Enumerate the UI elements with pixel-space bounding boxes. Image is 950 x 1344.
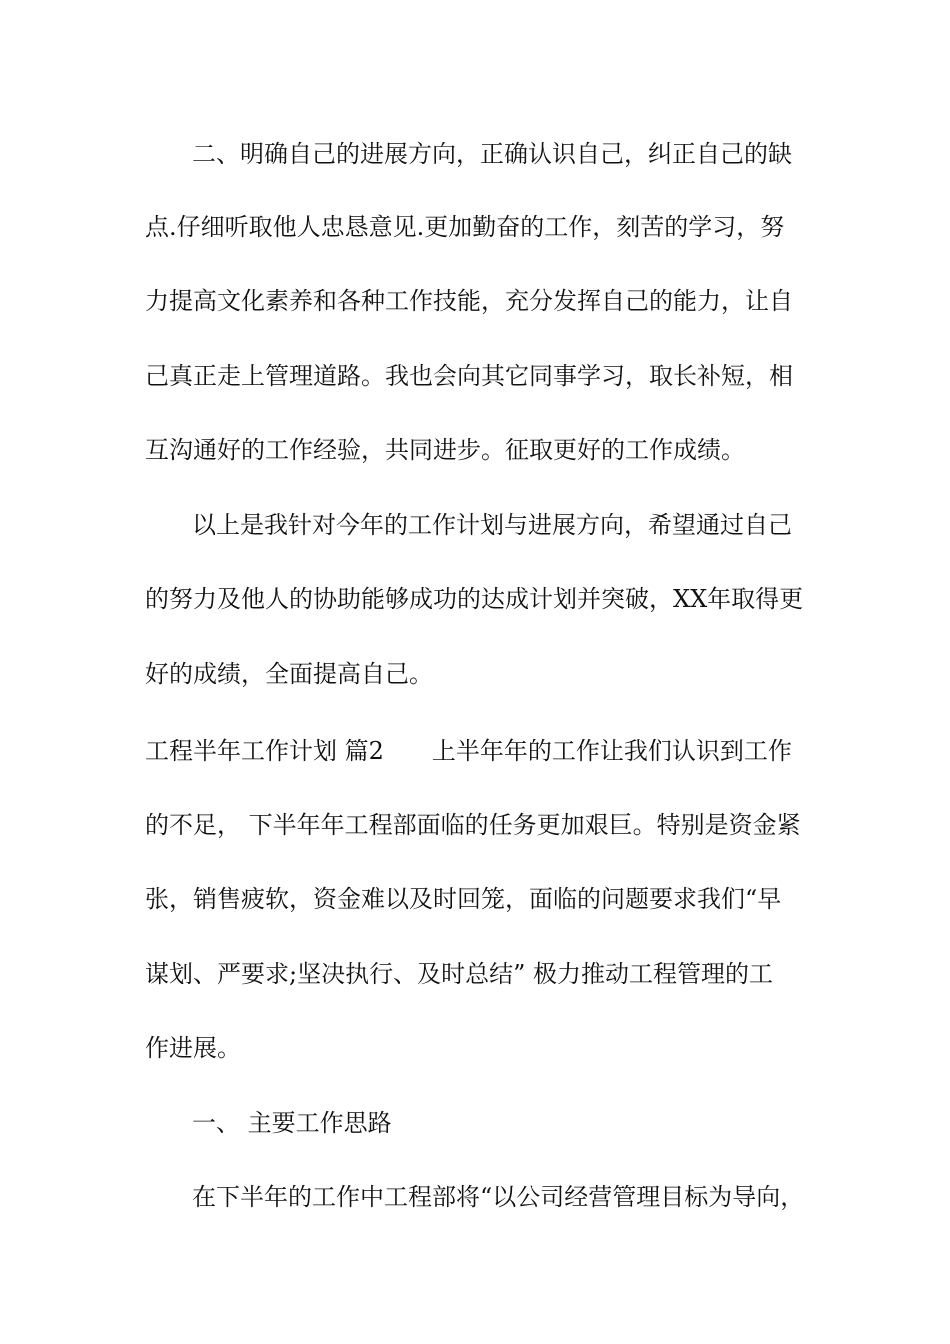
text-line: 好的成绩，全面提高自己。 — [145, 660, 433, 688]
text-line: 以上是我针对今年的工作计划与进展方向，希望通过自己 — [192, 511, 792, 539]
text-line: 作进展。 — [145, 1034, 241, 1062]
text-line: 在下半年的工作中工程部将“以公司经营管理目标为导向， — [192, 1183, 805, 1211]
text-line: 二、明确自己的进展方向，正确认识自己，纠正自己的缺 — [192, 140, 792, 168]
text-line: 互沟通好的工作经验，共同进步。征取更好的工作成绩。 — [145, 436, 745, 464]
text-line: 点.仔细听取他人忠恳意见.更加勤奋的工作，刻苦的学习，努 — [145, 213, 785, 241]
text-line: 张，销售疲软，资金难以及时回笼，面临的问题要求我们“早 — [145, 885, 782, 913]
text-line: 力提高文化素养和各种工作技能，充分发挥自己的能力，让自 — [145, 287, 793, 315]
text-line: 谋划、严要求;坚决执行、及时总结” 极力推动工程管理的工 — [145, 960, 773, 988]
subheading-line: 一、 主要工作思路 — [192, 1109, 392, 1137]
text-line: 己真正走上管理道路。我也会向其它同事学习，取长补短，相 — [145, 362, 793, 390]
text-line: 的努力及他人的协助能够成功的达成计划并突破，XX年取得更 — [145, 585, 804, 613]
section-heading-line: 工程半年工作计划 篇2 上半年年的工作让我们认识到工作 — [145, 737, 792, 765]
text-line: 的不足， 下半年年工程部面临的任务更加艰巨。特别是资金紧 — [145, 811, 801, 839]
